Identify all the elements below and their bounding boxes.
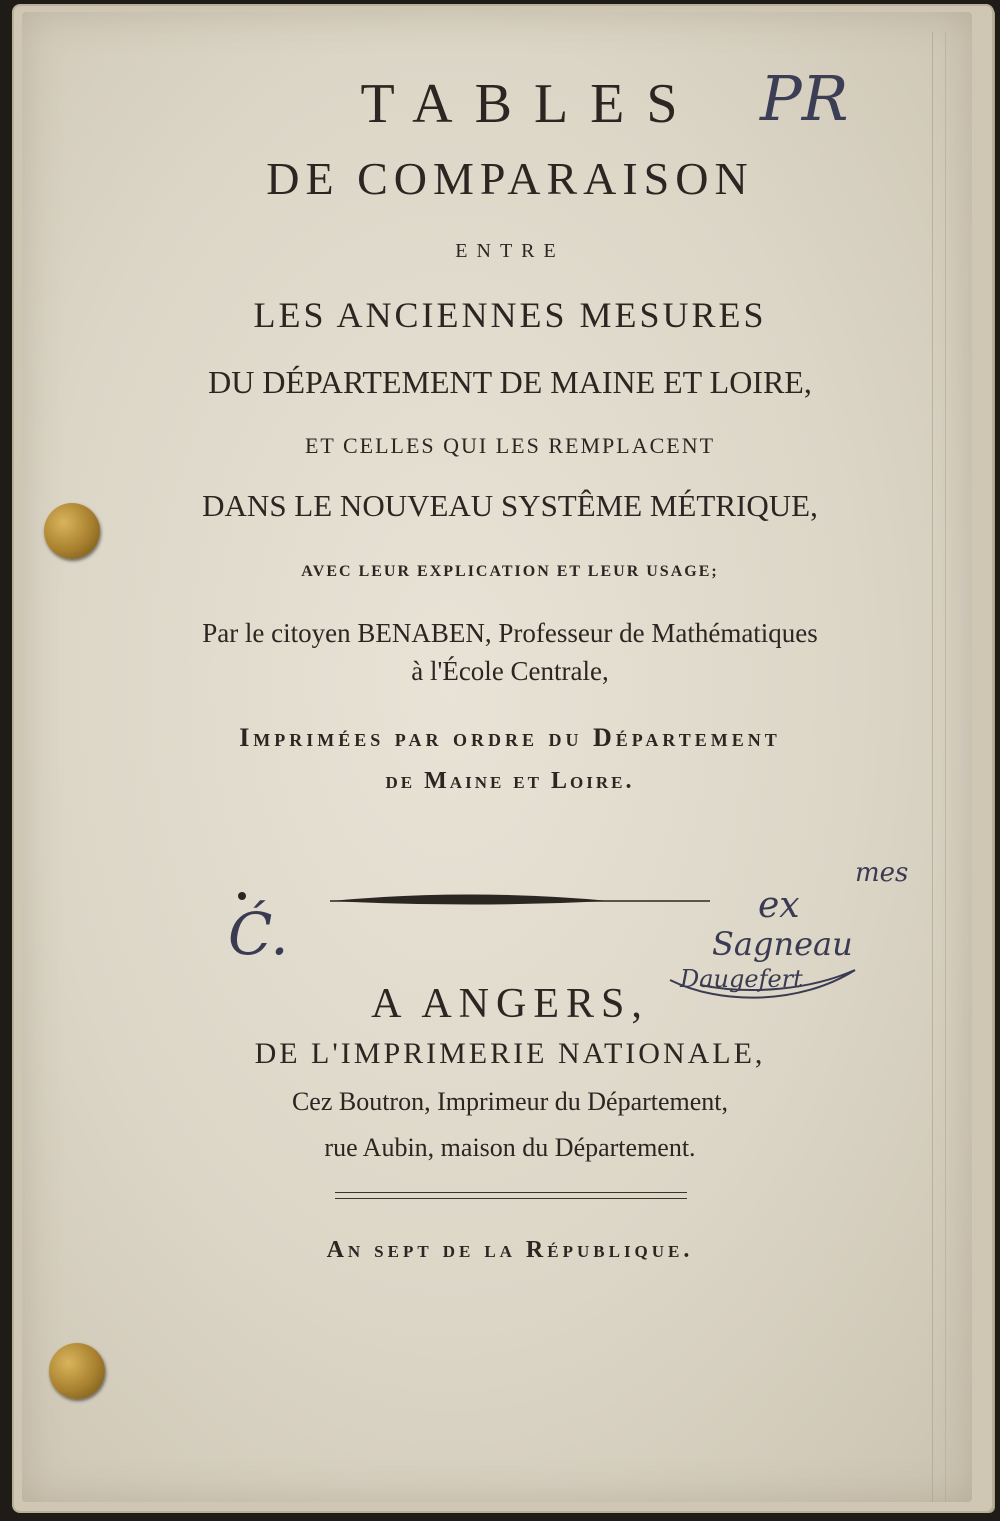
page-edge-lines: [932, 32, 946, 1502]
author-line-1: Par le citoyen BENABEN, Professeur de Mathématiques: [202, 618, 818, 648]
handwritten-signature-2: Daugefert: [680, 965, 803, 993]
handwritten-signature-1: Sagneau: [712, 925, 853, 963]
handwritten-note-ex: ex: [758, 885, 800, 926]
title-line-departement: DU DÉPARTEMENT DE MAINE ET LOIRE,: [208, 364, 812, 400]
double-rule: [335, 1192, 687, 1199]
brass-rivet-bottom: [49, 1343, 105, 1399]
title-line-comparaison: DE COMPARAISON: [266, 153, 754, 204]
order-line-2: de Maine et Loire.: [385, 768, 635, 794]
title-page: [22, 12, 972, 1502]
brass-rivet-top: [44, 503, 100, 559]
handwritten-note-mes: mes: [855, 858, 909, 888]
imprint-date: An sept de la République.: [326, 1237, 694, 1263]
handwritten-initial: Ć.: [228, 900, 289, 968]
pencil-corner-mark: PR: [760, 62, 849, 135]
ornamental-rule: [230, 880, 720, 920]
order-line-1: Imprimées par ordre du Département: [239, 723, 781, 752]
imprint-printer: DE L'IMPRIMERIE NATIONALE,: [254, 1037, 766, 1070]
imprint-boutron: Cez Boutron, Imprimeur du Département,: [291, 1087, 729, 1116]
title-line-systeme-metrique: DANS LE NOUVEAU SYSTÊME MÉTRIQUE,: [202, 488, 818, 523]
title-line-tables: TABLES: [360, 73, 700, 135]
title-line-celles: ET CELLES QUI LES REMPLACENT: [304, 433, 716, 458]
title-line-explication: AVEC LEUR EXPLICATION ET LEUR USAGE;: [301, 563, 719, 580]
title-line-anciennes-mesures: LES ANCIENNES MESURES: [253, 295, 767, 335]
imprint-city: A ANGERS,: [371, 981, 649, 1027]
author-line-2: à l'École Centrale,: [411, 656, 609, 686]
title-line-entre: ENTRE: [455, 240, 565, 262]
imprint-address: rue Aubin, maison du Département.: [324, 1133, 696, 1162]
